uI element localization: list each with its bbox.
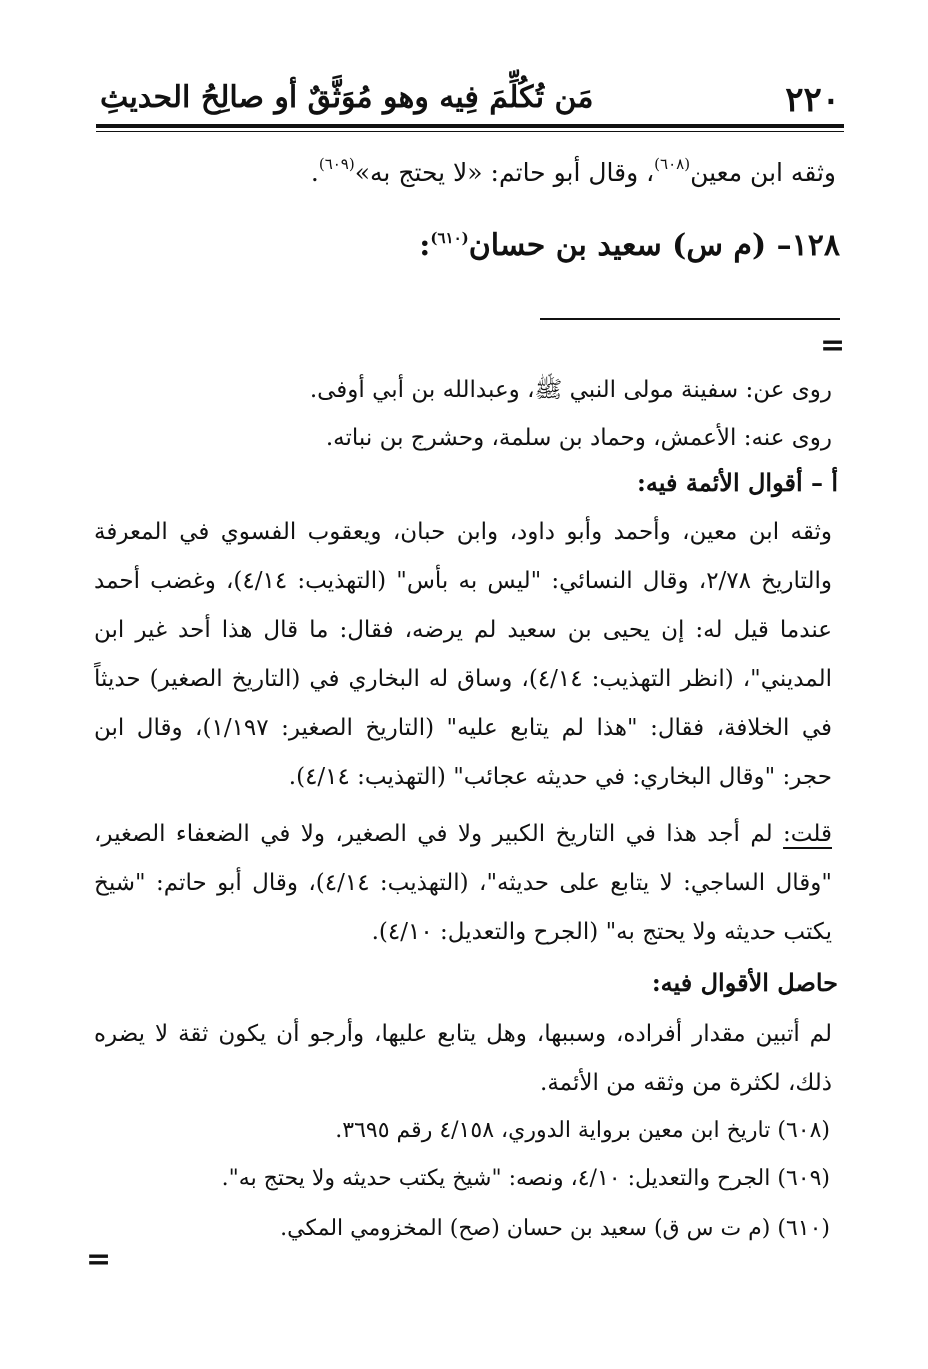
footnote-ref-610: (٦١٠) <box>430 229 469 247</box>
footnote-610: (٦١٠) (م ت س ق) سعيد بن حسان (صح) المخزومي المكي. <box>280 1216 830 1241</box>
rawa-an-line: روى عن: سفينة مولى النبي ﷺ، وعبدالله بن أبي أوفى. <box>309 377 832 403</box>
running-title: مَن تُكُلِّمَ فِيه وهو مُوَثَّقٌ أو صالِحُ الحديثِ <box>100 80 594 115</box>
header-rule-thick <box>96 124 844 128</box>
qult-paragraph <box>94 810 832 957</box>
footnote-609: (٦٠٩) الجرح والتعديل: ٤/١٠، ونصه: "شيخ يكتب حديثه ولا يحتج به". <box>221 1166 830 1191</box>
footnote-ref-609: (٦٠٩) <box>318 155 355 173</box>
continuation-mark-top: = <box>820 328 846 363</box>
opening-end: . <box>310 158 319 187</box>
section-a-heading: أ – أقوال الأئمة فيه: <box>637 468 838 497</box>
section-b-paragraph: لم أتبين مقدار أفراده، وسببها، وهل يتابع عليها، وأرجو أن يكون ثقة لا يضره ذلك، لكثرة من وثقه من الأئمة. <box>94 1021 832 1096</box>
opening-mid: ، وقال أبو حاتم: «لا يحتج به» <box>354 158 655 187</box>
opening-sentence <box>96 155 836 187</box>
footnote-separator <box>540 318 840 320</box>
entry-heading <box>419 228 840 263</box>
entry-title: ١٢٨– (م س) سعيد بن حسان <box>468 228 840 263</box>
section-a-paragraph: وثقه ابن معين، وأحمد وأبو داود، وابن حبان، ويعقوب الفسوي في المعرفة والتاريخ ٢/٧٨، وقال النسائي: "ليس به بأس" (التهذيب: ٤/١٤)، وغضب أحمد عندما قيل له: إن يحيى بن سعيد لم يرضه، فقال: ما قال هذا أحد غير ابن المديني"، (انظر التهذيب: ٤/١٤)، وساق له البخاري في (التاريخ الصغير) حديثاً في الخلافة، فقال: "هذا لم يتابع عليه" (التاريخ الصغير: ١/١٩٧)، وقال ابن حجر: "وقال البخاري: في حديثه عجائب" (التهذيب: ٤/١٤). <box>94 519 833 790</box>
qult-text: لم أجد هذا في التاريخ الكبير ولا في الصغير، ولا في الضعفاء الصغير، "وقال الساجي: لا يتابع على حديثه"، (التهذيب: ٤/١٤)، وقال أبو حاتم: "شيخ يكتب حديثه ولا يحتج به" (الجرح والتعديل: ٤/١٠). <box>94 821 832 945</box>
footnote-608: (٦٠٨) تاريخ ابن معين برواية الدوري، ٤/١٥٨ رقم ٣٦٩٥. <box>335 1118 830 1143</box>
continuation-mark-bottom: = <box>86 1242 112 1277</box>
opening-text: وثقه ابن معين <box>690 158 836 187</box>
page-number: ٢٢٠ <box>785 80 840 120</box>
header-rule-thin <box>96 131 844 132</box>
rawa-anhu-line: روى عنه: الأعمش، وحماد بن سلمة، وحشرج بن نباته. <box>325 425 832 451</box>
qult-label: قلت: <box>783 821 832 847</box>
footnote-ref-608: (٦٠٨) <box>654 155 691 173</box>
entry-colon: : <box>419 228 431 263</box>
page-header <box>92 70 844 128</box>
section-b-heading: حاصل الأقوال فيه: <box>651 968 838 997</box>
